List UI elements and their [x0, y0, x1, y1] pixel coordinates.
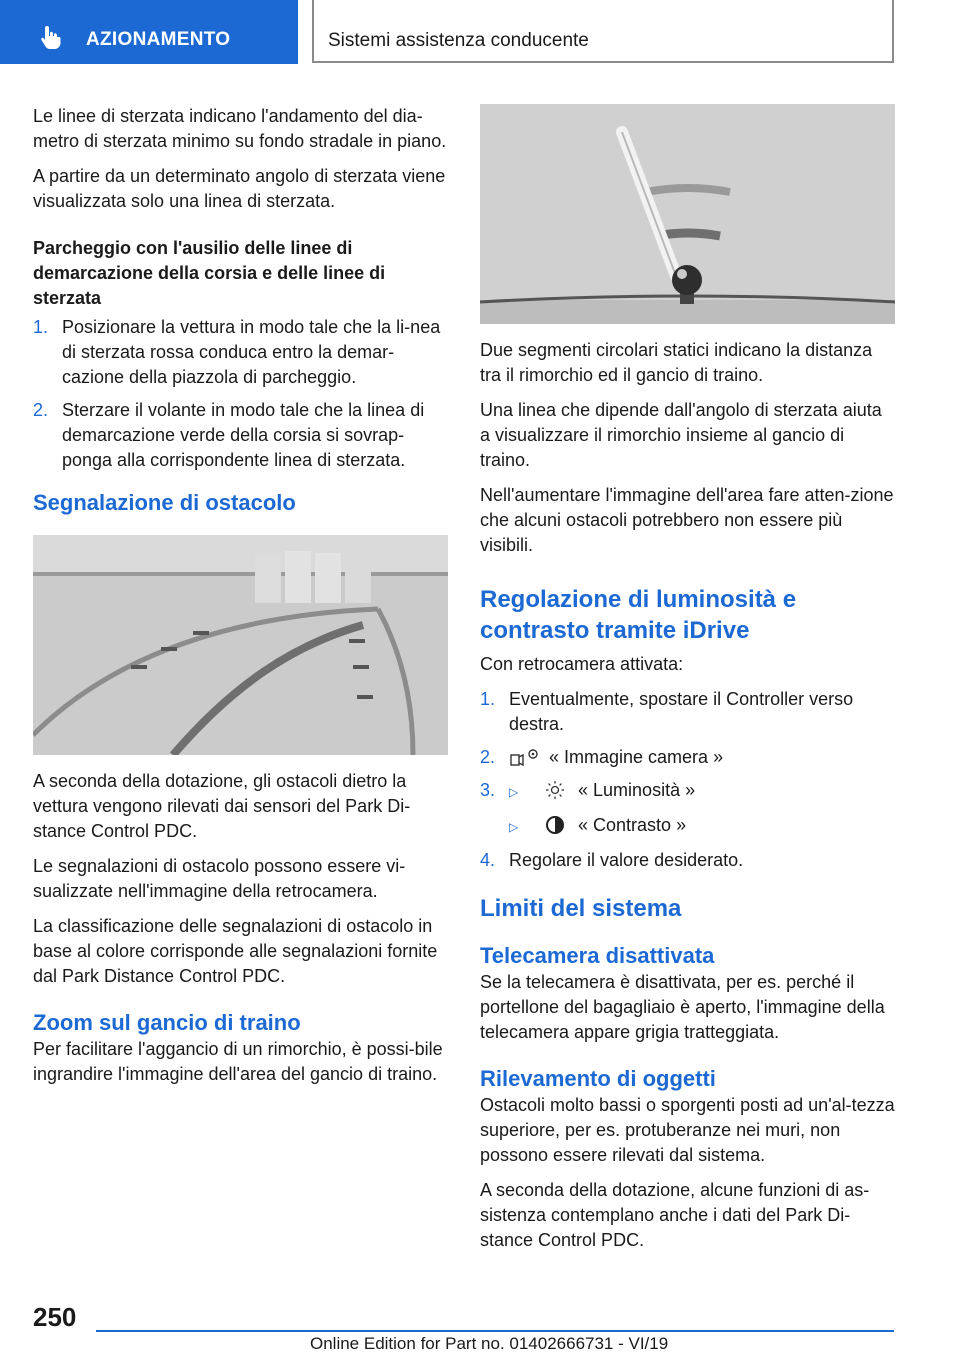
heading-objects: Rilevamento di oggetti — [480, 1066, 716, 1091]
paragraph: Due segmenti circolari statici indicano la distanza tra il rimorchio ed il gancio di traino. — [480, 340, 873, 385]
list-item: 1. Posizionare la vettura in modo tale che la li-nea di sterzata rossa conduca entro la demar-cazione della piazzola di parcheggio. — [33, 317, 441, 387]
hand-pointer-icon — [38, 24, 64, 50]
page-number: 250 — [33, 1302, 77, 1332]
paragraph: Ostacoli molto bassi o sporgenti posti ad un'al-tezza superiore, per es. protuberanze nei muri, non possono essere rilevati dal sistema. — [480, 1095, 895, 1165]
heading-zoom: Zoom sul gancio di traino — [33, 1010, 301, 1035]
triangle-icon: ▷ — [509, 820, 519, 834]
section-title: AZIONAMENTO — [86, 29, 231, 50]
triangle-icon: ▷ — [509, 785, 519, 799]
list-item: 2. Sterzare il volante in modo tale che la linea di demarcazione verde della corsia si sovrap-ponga alla corrispondente linea di sterzata. — [33, 400, 425, 470]
heading-limits: Limiti del sistema — [480, 895, 682, 922]
list-item: 2. « Immagine camera » — [480, 747, 724, 767]
camera-settings-icon — [509, 747, 541, 767]
heading-brightness: Regolazione di luminosità e contrasto tramite iDrive — [480, 586, 797, 644]
footer-divider — [96, 1330, 894, 1332]
paragraph: A seconda della dotazione, alcune funzioni di as-sistenza contemplano anche i dati del Park Di-stance Control PDC. — [480, 1180, 870, 1250]
list-item: 3. ▷ « Luminosità » ▷ « Contrasto » — [480, 778, 896, 840]
edition-note: Online Edition for Part no. 01402666731 - VI/19 — [310, 1334, 669, 1353]
parking-steps — [33, 315, 449, 473]
chapter-title: Sistemi assistenza conducente — [328, 30, 589, 51]
brightness-steps — [480, 687, 896, 873]
paragraph: La classificazione delle segnalazioni di ostacolo in base al colore corrisponde alle segnalazioni fornite dal Park Distance Control PDC. — [33, 916, 438, 986]
obstacle-camera-image — [33, 535, 448, 755]
paragraph: Se la telecamera è disattivata, per es. perché il portellone del bagagliaio è aperto, l'immagine della telecamera appare grigia tratteggiata. — [480, 972, 885, 1042]
brightness-icon — [544, 780, 566, 800]
contrast-icon — [544, 815, 566, 835]
chapter-tab — [312, 0, 894, 63]
list-item: 1. Eventualmente, spostare il Controller verso destra. — [480, 689, 854, 734]
hitch-camera-image — [480, 104, 895, 324]
paragraph: Con retrocamera attivata: — [480, 654, 684, 674]
subheading-parking: Parcheggio con l'ausilio delle linee di demarcazione della corsia e delle linee di sterzata — [33, 238, 386, 308]
list-item: 4. Regolare il valore desiderato. — [480, 850, 744, 870]
paragraph: Per facilitare l'aggancio di un rimorchio, è possi-bile ingrandire l'immagine dell'area del gancio di traino. — [33, 1039, 443, 1084]
paragraph: A seconda della dotazione, gli ostacoli dietro la vettura vengono rilevati dai sensori del Park Di-stance Control PDC. — [33, 771, 411, 841]
heading-camera-off: Telecamera disattivata — [480, 943, 715, 968]
paragraph: A partire da un determinato angolo di sterzata viene visualizzata solo una linea di sterzata. — [33, 166, 446, 211]
paragraph: Una linea che dipende dall'angolo di sterzata aiuta a visualizzare il rimorchio insieme al gancio di traino. — [480, 400, 882, 470]
paragraph: Le segnalazioni di ostacolo possono essere vi-sualizzate nell'immagine della retrocamera. — [33, 856, 406, 901]
left-column — [33, 104, 449, 1097]
paragraph: Le linee di sterzata indicano l'andamento del dia-metro di sterzata minimo su fondo stradale in piano. — [33, 106, 447, 151]
section-tab — [0, 0, 298, 64]
heading-obstacle: Segnalazione di ostacolo — [33, 490, 296, 515]
right-column — [480, 104, 896, 1263]
paragraph: Nell'aumentare l'immagine dell'area fare atten-zione che alcuni ostacoli potrebbero non essere più visibili. — [480, 485, 894, 555]
